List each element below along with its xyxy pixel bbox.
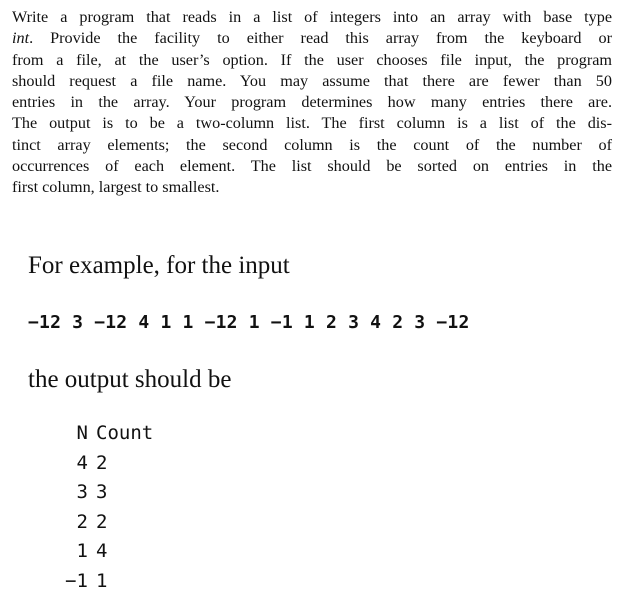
problem-line-3: from a file, at the user’s option. If the user chooses file input, the program [12, 50, 612, 69]
problem-line-6: The output is to be a two-column list. The first column is a list of the dis- [12, 114, 612, 133]
problem-line-1: Write a program that reads in a list of integers into an array with base type [12, 8, 612, 26]
cell-n: 1 [76, 540, 88, 563]
problem-line-5: entries in the array. Your program determines how many entries there are. [12, 93, 612, 112]
example-input-sequence: −12 3 −12 4 1 1 −12 1 −1 1 2 3 4 2 3 −12 [28, 312, 470, 333]
output-table [28, 419, 153, 597]
cell-count: 4 [96, 540, 108, 563]
table-row [28, 449, 153, 479]
cell-n: 2 [76, 510, 88, 533]
cell-count: 1 [96, 569, 108, 592]
problem-line-4: should request a file name. You may assume that there are fewer than 50 [12, 71, 612, 90]
problem-line-7: tinct array elements; the second column is the count of the number of [12, 135, 612, 154]
example-intro: For example, for the input [28, 252, 290, 279]
table-row [28, 478, 153, 508]
cell-n: −1 [65, 569, 88, 592]
table-row [28, 567, 153, 597]
cell-count: 2 [96, 451, 108, 474]
header-n: N [76, 422, 88, 444]
problem-line-8: occurrences of each element. The list should be sorted on entries in the [12, 157, 612, 176]
output-table-header-row [28, 419, 153, 449]
problem-line-2-rest: . Provide the facility to either read this array from the keyboard or [29, 29, 612, 48]
problem-code-int: int [12, 29, 30, 48]
table-row [28, 508, 153, 538]
cell-n: 3 [76, 481, 88, 504]
header-count: Count [96, 422, 154, 444]
cell-count: 2 [96, 510, 108, 533]
problem-line-2 [12, 28, 612, 49]
cell-count: 3 [96, 481, 108, 504]
table-row [28, 537, 153, 567]
problem-statement [12, 7, 612, 199]
cell-n: 4 [76, 451, 88, 474]
example-output-intro: the output should be [28, 366, 232, 393]
problem-line-9: first column, largest to smallest. [12, 178, 220, 197]
